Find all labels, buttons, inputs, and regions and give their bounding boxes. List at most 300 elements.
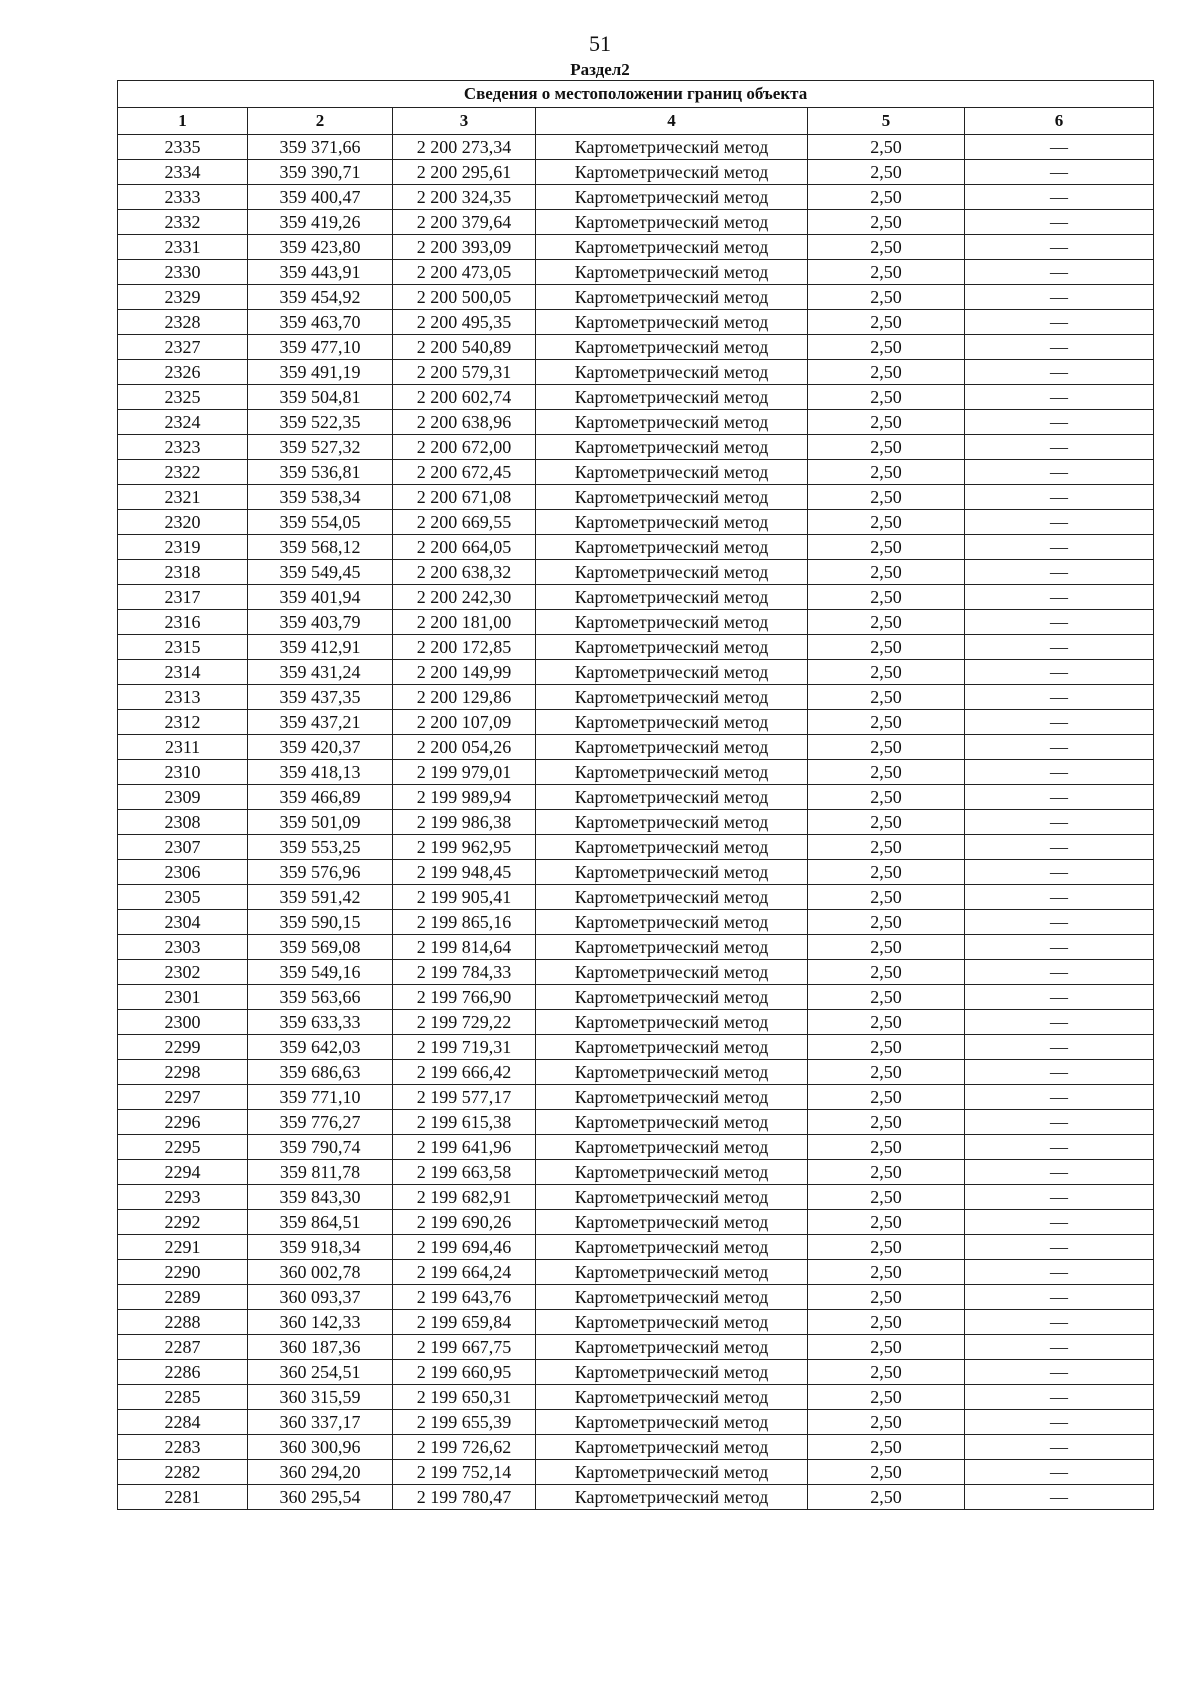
y-coordinate-cell: 2 200 242,30: [393, 585, 536, 610]
table-row: [118, 435, 1154, 460]
y-coordinate-cell: 2 199 682,91: [393, 1185, 536, 1210]
description-cell: —: [965, 1310, 1154, 1335]
y-coordinate-cell: 2 199 666,42: [393, 1060, 536, 1085]
accuracy-cell: 2,50: [808, 535, 965, 560]
x-coordinate-cell: 359 776,27: [248, 1110, 393, 1135]
method-cell: Картометрический метод: [536, 160, 808, 185]
x-coordinate-cell: 359 466,89: [248, 785, 393, 810]
description-cell: —: [965, 1235, 1154, 1260]
table-row: [118, 360, 1154, 385]
table-row: [118, 1010, 1154, 1035]
x-coordinate-cell: 359 553,25: [248, 835, 393, 860]
x-coordinate-cell: 359 771,10: [248, 1085, 393, 1110]
accuracy-cell: 2,50: [808, 1285, 965, 1310]
point-number-cell: 2318: [118, 560, 248, 585]
point-number-cell: 2334: [118, 160, 248, 185]
x-coordinate-cell: 359 918,34: [248, 1235, 393, 1260]
accuracy-cell: 2,50: [808, 660, 965, 685]
description-cell: —: [965, 685, 1154, 710]
point-number-cell: 2284: [118, 1410, 248, 1435]
accuracy-cell: 2,50: [808, 1135, 965, 1160]
accuracy-cell: 2,50: [808, 585, 965, 610]
accuracy-cell: 2,50: [808, 935, 965, 960]
table-row: [118, 935, 1154, 960]
description-cell: —: [965, 485, 1154, 510]
y-coordinate-cell: 2 200 054,26: [393, 735, 536, 760]
accuracy-cell: 2,50: [808, 710, 965, 735]
table-row: [118, 1260, 1154, 1285]
point-number-cell: 2290: [118, 1260, 248, 1285]
point-number-cell: 2296: [118, 1110, 248, 1135]
table-row: [118, 1060, 1154, 1085]
table-row: [118, 1135, 1154, 1160]
y-coordinate-cell: 2 200 181,00: [393, 610, 536, 635]
column-number: 2: [248, 108, 393, 135]
accuracy-cell: 2,50: [808, 360, 965, 385]
point-number-cell: 2331: [118, 235, 248, 260]
y-coordinate-cell: 2 200 379,64: [393, 210, 536, 235]
description-cell: —: [965, 660, 1154, 685]
x-coordinate-cell: 359 843,30: [248, 1185, 393, 1210]
y-coordinate-cell: 2 199 905,41: [393, 885, 536, 910]
table-row: [118, 210, 1154, 235]
accuracy-cell: 2,50: [808, 1110, 965, 1135]
table-row: [118, 685, 1154, 710]
description-cell: —: [965, 1060, 1154, 1085]
accuracy-cell: 2,50: [808, 1235, 965, 1260]
table-title: Сведения о местоположении границ объекта: [118, 81, 1154, 108]
x-coordinate-cell: 359 463,70: [248, 310, 393, 335]
accuracy-cell: 2,50: [808, 1085, 965, 1110]
y-coordinate-cell: 2 200 295,61: [393, 160, 536, 185]
accuracy-cell: 2,50: [808, 685, 965, 710]
accuracy-cell: 2,50: [808, 335, 965, 360]
accuracy-cell: 2,50: [808, 1410, 965, 1435]
x-coordinate-cell: 360 295,54: [248, 1485, 393, 1510]
column-number: 6: [965, 108, 1154, 135]
point-number-cell: 2288: [118, 1310, 248, 1335]
description-cell: —: [965, 1085, 1154, 1110]
x-coordinate-cell: 360 093,37: [248, 1285, 393, 1310]
x-coordinate-cell: 359 563,66: [248, 985, 393, 1010]
description-cell: —: [965, 310, 1154, 335]
point-number-cell: 2281: [118, 1485, 248, 1510]
point-number-cell: 2322: [118, 460, 248, 485]
x-coordinate-cell: 359 419,26: [248, 210, 393, 235]
x-coordinate-cell: 359 443,91: [248, 260, 393, 285]
description-cell: —: [965, 860, 1154, 885]
accuracy-cell: 2,50: [808, 1260, 965, 1285]
method-cell: Картометрический метод: [536, 710, 808, 735]
method-cell: Картометрический метод: [536, 385, 808, 410]
method-cell: Картометрический метод: [536, 760, 808, 785]
x-coordinate-cell: 359 504,81: [248, 385, 393, 410]
table-row: [118, 785, 1154, 810]
point-number-cell: 2311: [118, 735, 248, 760]
table-row: [118, 710, 1154, 735]
table-row: [118, 610, 1154, 635]
y-coordinate-cell: 2 199 663,58: [393, 1160, 536, 1185]
x-coordinate-cell: 359 412,91: [248, 635, 393, 660]
point-number-cell: 2302: [118, 960, 248, 985]
method-cell: Картометрический метод: [536, 360, 808, 385]
table-row: [118, 1460, 1154, 1485]
description-cell: —: [965, 585, 1154, 610]
y-coordinate-cell: 2 199 664,24: [393, 1260, 536, 1285]
point-number-cell: 2325: [118, 385, 248, 410]
y-coordinate-cell: 2 199 643,76: [393, 1285, 536, 1310]
accuracy-cell: 2,50: [808, 285, 965, 310]
description-cell: —: [965, 910, 1154, 935]
method-cell: Картометрический метод: [536, 1410, 808, 1435]
method-cell: Картометрический метод: [536, 1460, 808, 1485]
point-number-cell: 2300: [118, 1010, 248, 1035]
y-coordinate-cell: 2 200 669,55: [393, 510, 536, 535]
page-number: 51: [589, 31, 611, 56]
accuracy-cell: 2,50: [808, 135, 965, 160]
point-number-cell: 2307: [118, 835, 248, 860]
table-row: [118, 535, 1154, 560]
description-cell: —: [965, 710, 1154, 735]
x-coordinate-cell: 360 337,17: [248, 1410, 393, 1435]
point-number-cell: 2309: [118, 785, 248, 810]
y-coordinate-cell: 2 199 766,90: [393, 985, 536, 1010]
y-coordinate-cell: 2 199 667,75: [393, 1335, 536, 1360]
y-coordinate-cell: 2 199 690,26: [393, 1210, 536, 1235]
point-number-cell: 2297: [118, 1085, 248, 1110]
description-cell: —: [965, 1260, 1154, 1285]
y-coordinate-cell: 2 200 149,99: [393, 660, 536, 685]
method-cell: Картометрический метод: [536, 685, 808, 710]
y-coordinate-cell: 2 200 172,85: [393, 635, 536, 660]
y-coordinate-cell: 2 200 664,05: [393, 535, 536, 560]
point-number-cell: 2332: [118, 210, 248, 235]
description-cell: —: [965, 885, 1154, 910]
description-cell: —: [965, 210, 1154, 235]
description-cell: —: [965, 460, 1154, 485]
x-coordinate-cell: 359 568,12: [248, 535, 393, 560]
description-cell: —: [965, 810, 1154, 835]
point-number-cell: 2310: [118, 760, 248, 785]
description-cell: —: [965, 260, 1154, 285]
table-row: [118, 460, 1154, 485]
accuracy-cell: 2,50: [808, 860, 965, 885]
table-row: [118, 1210, 1154, 1235]
method-cell: Картометрический метод: [536, 485, 808, 510]
method-cell: Картометрический метод: [536, 1335, 808, 1360]
x-coordinate-cell: 359 549,45: [248, 560, 393, 585]
point-number-cell: 2315: [118, 635, 248, 660]
x-coordinate-cell: 360 002,78: [248, 1260, 393, 1285]
table-row: [118, 760, 1154, 785]
y-coordinate-cell: 2 200 638,32: [393, 560, 536, 585]
description-cell: —: [965, 1185, 1154, 1210]
method-cell: Картометрический метод: [536, 235, 808, 260]
method-cell: Картометрический метод: [536, 285, 808, 310]
accuracy-cell: 2,50: [808, 460, 965, 485]
point-number-cell: 2314: [118, 660, 248, 685]
description-cell: —: [965, 235, 1154, 260]
y-coordinate-cell: 2 199 752,14: [393, 1460, 536, 1485]
x-coordinate-cell: 359 549,16: [248, 960, 393, 985]
description-cell: —: [965, 1135, 1154, 1160]
description-cell: —: [965, 1485, 1154, 1510]
table-row: [118, 1360, 1154, 1385]
method-cell: Картометрический метод: [536, 1035, 808, 1060]
description-cell: —: [965, 1035, 1154, 1060]
method-cell: Картометрический метод: [536, 1185, 808, 1210]
point-number-cell: 2319: [118, 535, 248, 560]
x-coordinate-cell: 359 811,78: [248, 1160, 393, 1185]
accuracy-cell: 2,50: [808, 1010, 965, 1035]
method-cell: Картометрический метод: [536, 585, 808, 610]
description-cell: —: [965, 735, 1154, 760]
accuracy-cell: 2,50: [808, 1360, 965, 1385]
y-coordinate-cell: 2 200 107,09: [393, 710, 536, 735]
accuracy-cell: 2,50: [808, 1035, 965, 1060]
x-coordinate-cell: 359 401,94: [248, 585, 393, 610]
description-cell: —: [965, 410, 1154, 435]
method-cell: Картометрический метод: [536, 1135, 808, 1160]
table-row: [118, 1035, 1154, 1060]
y-coordinate-cell: 2 200 672,45: [393, 460, 536, 485]
y-coordinate-cell: 2 199 641,96: [393, 1135, 536, 1160]
method-cell: Картометрический метод: [536, 335, 808, 360]
accuracy-cell: 2,50: [808, 185, 965, 210]
point-number-cell: 2330: [118, 260, 248, 285]
table-row: [118, 1110, 1154, 1135]
method-cell: Картометрический метод: [536, 1235, 808, 1260]
x-coordinate-cell: 360 142,33: [248, 1310, 393, 1335]
method-cell: Картометрический метод: [536, 635, 808, 660]
description-cell: —: [965, 985, 1154, 1010]
point-number-cell: 2329: [118, 285, 248, 310]
y-coordinate-cell: 2 199 660,95: [393, 1360, 536, 1385]
description-cell: —: [965, 335, 1154, 360]
point-number-cell: 2289: [118, 1285, 248, 1310]
point-number-cell: 2321: [118, 485, 248, 510]
table-body: [118, 135, 1154, 1510]
description-cell: —: [965, 560, 1154, 585]
accuracy-cell: 2,50: [808, 985, 965, 1010]
description-cell: —: [965, 610, 1154, 635]
description-cell: —: [965, 1210, 1154, 1235]
method-cell: Картометрический метод: [536, 1110, 808, 1135]
table-row: [118, 135, 1154, 160]
accuracy-cell: 2,50: [808, 1160, 965, 1185]
accuracy-cell: 2,50: [808, 1460, 965, 1485]
accuracy-cell: 2,50: [808, 910, 965, 935]
method-cell: Картометрический метод: [536, 1360, 808, 1385]
point-number-cell: 2303: [118, 935, 248, 960]
description-cell: —: [965, 785, 1154, 810]
point-number-cell: 2320: [118, 510, 248, 535]
accuracy-cell: 2,50: [808, 1060, 965, 1085]
section-heading: Раздел2: [570, 60, 630, 79]
table-row: [118, 1185, 1154, 1210]
table-row: [118, 260, 1154, 285]
boundary-coordinates-table: [117, 80, 1154, 1510]
method-cell: Картометрический метод: [536, 460, 808, 485]
point-number-cell: 2285: [118, 1385, 248, 1410]
table-row: [118, 860, 1154, 885]
x-coordinate-cell: 359 437,35: [248, 685, 393, 710]
column-number: 1: [118, 108, 248, 135]
y-coordinate-cell: 2 200 638,96: [393, 410, 536, 435]
column-number: 4: [536, 108, 808, 135]
point-number-cell: 2283: [118, 1435, 248, 1460]
method-cell: Картометрический метод: [536, 260, 808, 285]
y-coordinate-cell: 2 200 671,08: [393, 485, 536, 510]
table-row: [118, 1085, 1154, 1110]
table-row: [118, 885, 1154, 910]
y-coordinate-cell: 2 199 694,46: [393, 1235, 536, 1260]
description-cell: —: [965, 1385, 1154, 1410]
accuracy-cell: 2,50: [808, 385, 965, 410]
y-coordinate-cell: 2 199 780,47: [393, 1485, 536, 1510]
table-row: [118, 635, 1154, 660]
method-cell: Картометрический метод: [536, 1435, 808, 1460]
description-cell: —: [965, 360, 1154, 385]
method-cell: Картометрический метод: [536, 435, 808, 460]
description-cell: —: [965, 1160, 1154, 1185]
table-row: [118, 410, 1154, 435]
point-number-cell: 2313: [118, 685, 248, 710]
accuracy-cell: 2,50: [808, 1435, 965, 1460]
y-coordinate-cell: 2 200 540,89: [393, 335, 536, 360]
table-row: [118, 485, 1154, 510]
x-coordinate-cell: 359 390,71: [248, 160, 393, 185]
table-row: [118, 335, 1154, 360]
x-coordinate-cell: 359 400,47: [248, 185, 393, 210]
description-cell: —: [965, 935, 1154, 960]
y-coordinate-cell: 2 199 986,38: [393, 810, 536, 835]
description-cell: —: [965, 1010, 1154, 1035]
point-number-cell: 2291: [118, 1235, 248, 1260]
y-coordinate-cell: 2 199 659,84: [393, 1310, 536, 1335]
x-coordinate-cell: 359 491,19: [248, 360, 393, 385]
method-cell: Картометрический метод: [536, 935, 808, 960]
table-row: [118, 510, 1154, 535]
accuracy-cell: 2,50: [808, 1485, 965, 1510]
table-row: [118, 1285, 1154, 1310]
description-cell: —: [965, 285, 1154, 310]
accuracy-cell: 2,50: [808, 485, 965, 510]
y-coordinate-cell: 2 200 393,09: [393, 235, 536, 260]
table-row: [118, 310, 1154, 335]
y-coordinate-cell: 2 200 495,35: [393, 310, 536, 335]
x-coordinate-cell: 359 642,03: [248, 1035, 393, 1060]
x-coordinate-cell: 360 254,51: [248, 1360, 393, 1385]
method-cell: Картометрический метод: [536, 535, 808, 560]
accuracy-cell: 2,50: [808, 610, 965, 635]
y-coordinate-cell: 2 199 784,33: [393, 960, 536, 985]
description-cell: —: [965, 1460, 1154, 1485]
accuracy-cell: 2,50: [808, 1310, 965, 1335]
description-cell: —: [965, 1110, 1154, 1135]
method-cell: Картометрический метод: [536, 1285, 808, 1310]
accuracy-cell: 2,50: [808, 235, 965, 260]
table-row: [118, 1410, 1154, 1435]
method-cell: Картометрический метод: [536, 735, 808, 760]
point-number-cell: 2327: [118, 335, 248, 360]
method-cell: Картометрический метод: [536, 610, 808, 635]
method-cell: Картометрический метод: [536, 785, 808, 810]
x-coordinate-cell: 359 501,09: [248, 810, 393, 835]
point-number-cell: 2328: [118, 310, 248, 335]
x-coordinate-cell: 359 431,24: [248, 660, 393, 685]
description-cell: —: [965, 160, 1154, 185]
x-coordinate-cell: 359 633,33: [248, 1010, 393, 1035]
method-cell: Картометрический метод: [536, 410, 808, 435]
method-cell: Картометрический метод: [536, 1310, 808, 1335]
accuracy-cell: 2,50: [808, 735, 965, 760]
point-number-cell: 2305: [118, 885, 248, 910]
table-row: [118, 385, 1154, 410]
method-cell: Картометрический метод: [536, 310, 808, 335]
method-cell: Картометрический метод: [536, 1160, 808, 1185]
y-coordinate-cell: 2 200 672,00: [393, 435, 536, 460]
description-cell: —: [965, 835, 1154, 860]
table-row: [118, 1310, 1154, 1335]
y-coordinate-cell: 2 199 865,16: [393, 910, 536, 935]
description-cell: —: [965, 635, 1154, 660]
y-coordinate-cell: 2 199 814,64: [393, 935, 536, 960]
x-coordinate-cell: 359 686,63: [248, 1060, 393, 1085]
accuracy-cell: 2,50: [808, 1185, 965, 1210]
method-cell: Картометрический метод: [536, 835, 808, 860]
x-coordinate-cell: 359 790,74: [248, 1135, 393, 1160]
method-cell: Картометрический метод: [536, 210, 808, 235]
table-row: [118, 910, 1154, 935]
x-coordinate-cell: 359 591,42: [248, 885, 393, 910]
x-coordinate-cell: 360 294,20: [248, 1460, 393, 1485]
description-cell: —: [965, 760, 1154, 785]
method-cell: Картометрический метод: [536, 135, 808, 160]
accuracy-cell: 2,50: [808, 960, 965, 985]
description-cell: —: [965, 385, 1154, 410]
point-number-cell: 2326: [118, 360, 248, 385]
table-row: [118, 1235, 1154, 1260]
x-coordinate-cell: 360 315,59: [248, 1385, 393, 1410]
accuracy-cell: 2,50: [808, 635, 965, 660]
description-cell: —: [965, 1435, 1154, 1460]
x-coordinate-cell: 359 403,79: [248, 610, 393, 635]
method-cell: Картометрический метод: [536, 660, 808, 685]
method-cell: Картометрический метод: [536, 185, 808, 210]
method-cell: Картометрический метод: [536, 1085, 808, 1110]
method-cell: Картометрический метод: [536, 985, 808, 1010]
table-row: [118, 1485, 1154, 1510]
table-row: [118, 735, 1154, 760]
accuracy-cell: 2,50: [808, 410, 965, 435]
table-row: [118, 1385, 1154, 1410]
table-row: [118, 660, 1154, 685]
y-coordinate-cell: 2 199 650,31: [393, 1385, 536, 1410]
y-coordinate-cell: 2 199 719,31: [393, 1035, 536, 1060]
accuracy-cell: 2,50: [808, 210, 965, 235]
y-coordinate-cell: 2 200 500,05: [393, 285, 536, 310]
table-row: [118, 1435, 1154, 1460]
accuracy-cell: 2,50: [808, 835, 965, 860]
point-number-cell: 2335: [118, 135, 248, 160]
description-cell: —: [965, 960, 1154, 985]
point-number-cell: 2292: [118, 1210, 248, 1235]
x-coordinate-cell: 360 300,96: [248, 1435, 393, 1460]
x-coordinate-cell: 359 538,34: [248, 485, 393, 510]
x-coordinate-cell: 359 477,10: [248, 335, 393, 360]
x-coordinate-cell: 359 423,80: [248, 235, 393, 260]
